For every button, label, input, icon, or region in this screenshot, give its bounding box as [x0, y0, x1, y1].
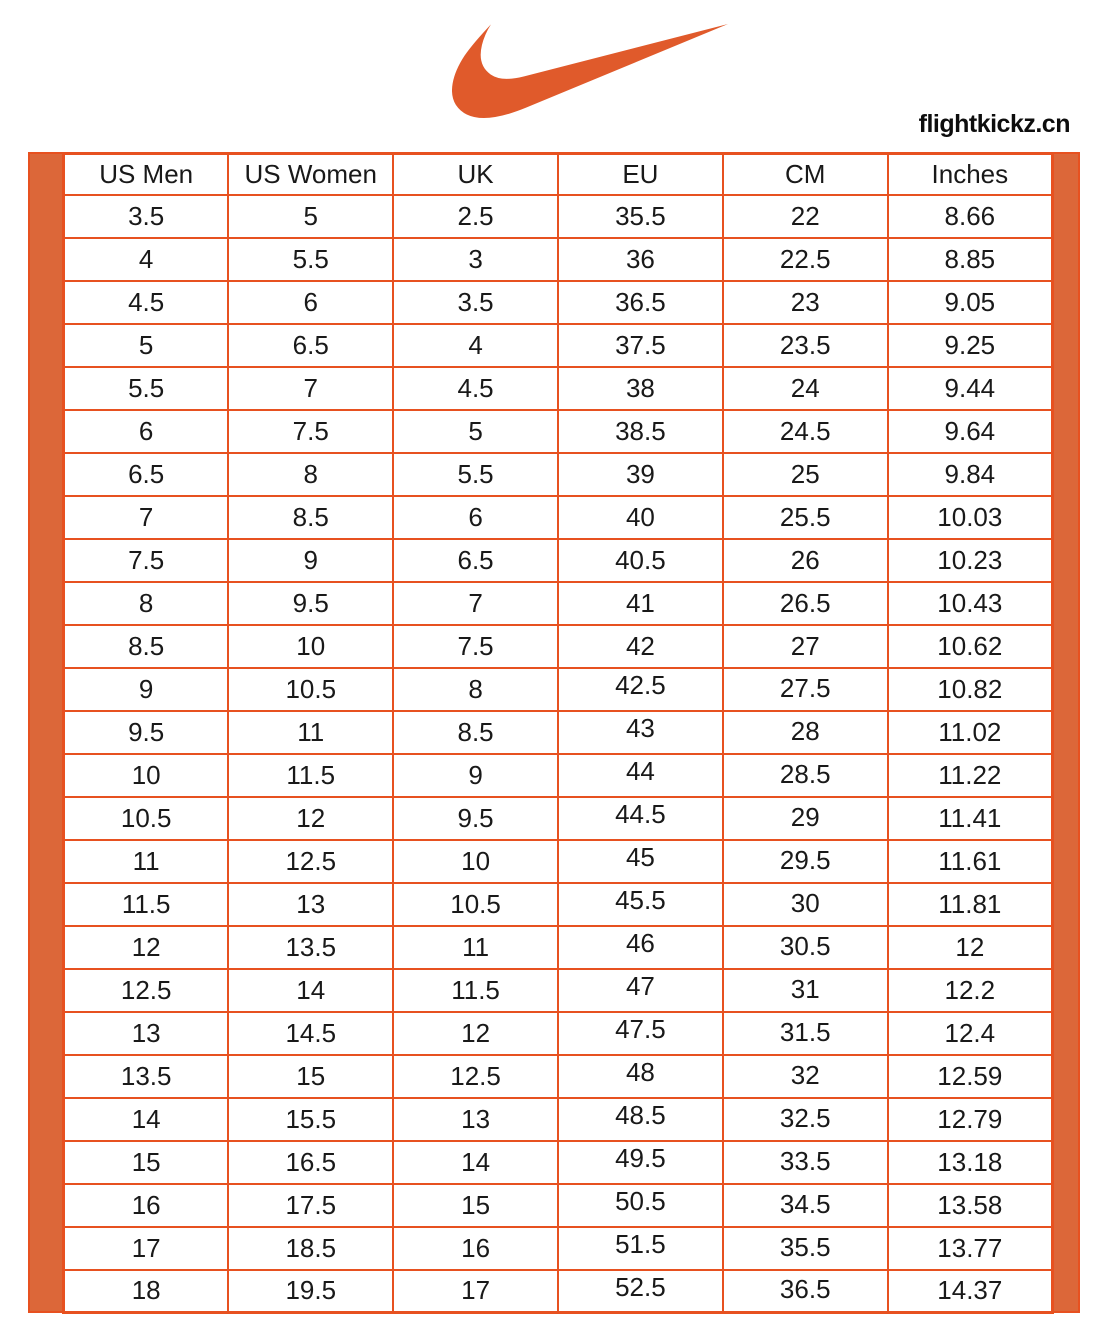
table-cell: 28.5	[723, 754, 888, 797]
table-row	[64, 582, 1053, 625]
table-cell: 10.62	[888, 625, 1053, 668]
column-header-us-women: US Women	[228, 154, 393, 195]
table-cell: 12	[228, 797, 393, 840]
column-header-inches: Inches	[888, 154, 1053, 195]
table-cell: 11.61	[888, 840, 1053, 883]
table-cell: 26.5	[723, 582, 888, 625]
table-row	[64, 926, 1053, 969]
table-row	[64, 1184, 1053, 1227]
table-cell: 48.5	[558, 1098, 723, 1141]
table-cell: 38	[558, 367, 723, 410]
table-cell: 13.5	[64, 1055, 229, 1098]
table-cell: 45	[558, 840, 723, 883]
table-cell: 4.5	[64, 281, 229, 324]
table-cell: 13.18	[888, 1141, 1053, 1184]
right-accent-bar	[1054, 152, 1080, 1313]
table-cell: 45.5	[558, 883, 723, 926]
table-cell: 12.4	[888, 1012, 1053, 1055]
table-cell: 25	[723, 453, 888, 496]
table-cell: 14	[393, 1141, 558, 1184]
table-cell: 34.5	[723, 1184, 888, 1227]
table-cell: 16	[393, 1227, 558, 1270]
table-cell: 49.5	[558, 1141, 723, 1184]
left-accent-bar	[28, 152, 62, 1313]
table-cell: 48	[558, 1055, 723, 1098]
table-cell: 9.64	[888, 410, 1053, 453]
table-cell: 8	[393, 668, 558, 711]
table-cell: 17.5	[228, 1184, 393, 1227]
table-cell: 30.5	[723, 926, 888, 969]
table-cell: 14.37	[888, 1270, 1053, 1313]
table-cell: 11.22	[888, 754, 1053, 797]
table-cell: 11.02	[888, 711, 1053, 754]
table-cell: 10.03	[888, 496, 1053, 539]
table-cell: 5.5	[393, 453, 558, 496]
table-cell: 52.5	[558, 1270, 723, 1313]
table-row	[64, 1270, 1053, 1313]
table-cell: 22.5	[723, 238, 888, 281]
table-cell: 44.5	[558, 797, 723, 840]
table-body	[64, 195, 1053, 1313]
table-cell: 36.5	[558, 281, 723, 324]
table-cell: 10	[393, 840, 558, 883]
table-cell: 51.5	[558, 1227, 723, 1270]
table-cell: 9.25	[888, 324, 1053, 367]
table-cell: 47.5	[558, 1012, 723, 1055]
table-cell: 33.5	[723, 1141, 888, 1184]
table-cell: 13	[393, 1098, 558, 1141]
table-cell: 2.5	[393, 195, 558, 238]
column-header-eu: EU	[558, 154, 723, 195]
table-row	[64, 367, 1053, 410]
table-cell: 11.5	[64, 883, 229, 926]
column-header-uk: UK	[393, 154, 558, 195]
table-cell: 32.5	[723, 1098, 888, 1141]
table-cell: 3.5	[393, 281, 558, 324]
table-row	[64, 840, 1053, 883]
table-cell: 27	[723, 625, 888, 668]
table-row	[64, 410, 1053, 453]
header-row	[64, 154, 1053, 195]
table-row	[64, 969, 1053, 1012]
table-cell: 10.5	[393, 883, 558, 926]
table-cell: 12	[888, 926, 1053, 969]
table-cell: 6.5	[228, 324, 393, 367]
table-cell: 6	[393, 496, 558, 539]
table-cell: 11.81	[888, 883, 1053, 926]
table-cell: 11	[228, 711, 393, 754]
table-cell: 29	[723, 797, 888, 840]
table-row	[64, 238, 1053, 281]
table-cell: 6.5	[393, 539, 558, 582]
table-cell: 29.5	[723, 840, 888, 883]
table-cell: 9.5	[393, 797, 558, 840]
table-row	[64, 496, 1053, 539]
table-cell: 46	[558, 926, 723, 969]
table-cell: 9.44	[888, 367, 1053, 410]
table-row	[64, 453, 1053, 496]
table-cell: 17	[64, 1227, 229, 1270]
table-row	[64, 324, 1053, 367]
table-cell: 40.5	[558, 539, 723, 582]
table-row	[64, 1055, 1053, 1098]
table-cell: 8.66	[888, 195, 1053, 238]
table-cell: 11.41	[888, 797, 1053, 840]
table-cell: 8	[228, 453, 393, 496]
table-cell: 10.23	[888, 539, 1053, 582]
nike-swoosh-icon	[452, 24, 728, 118]
table-cell: 6	[64, 410, 229, 453]
table-cell: 12	[393, 1012, 558, 1055]
table-cell: 8.5	[393, 711, 558, 754]
table-cell: 47	[558, 969, 723, 1012]
table-header	[64, 154, 1053, 195]
table-cell: 23	[723, 281, 888, 324]
table-cell: 4.5	[393, 367, 558, 410]
table-cell: 15	[393, 1184, 558, 1227]
table-cell: 15	[228, 1055, 393, 1098]
table-cell: 12	[64, 926, 229, 969]
table-cell: 7	[393, 582, 558, 625]
table-cell: 5	[228, 195, 393, 238]
table-row	[64, 1098, 1053, 1141]
table-cell: 13.58	[888, 1184, 1053, 1227]
table-row	[64, 668, 1053, 711]
size-conversion-chart	[28, 152, 1082, 1313]
table-cell: 8.5	[64, 625, 229, 668]
table-cell: 12.79	[888, 1098, 1053, 1141]
table-cell: 18	[64, 1270, 229, 1313]
table-cell: 22	[723, 195, 888, 238]
table-cell: 44	[558, 754, 723, 797]
table-cell: 39	[558, 453, 723, 496]
table-cell: 13.5	[228, 926, 393, 969]
table-cell: 40	[558, 496, 723, 539]
table-cell: 7.5	[393, 625, 558, 668]
table-cell: 7.5	[64, 539, 229, 582]
table-cell: 14.5	[228, 1012, 393, 1055]
table-cell: 50.5	[558, 1184, 723, 1227]
table-row	[64, 539, 1053, 582]
table-cell: 7	[64, 496, 229, 539]
table-cell: 9	[393, 754, 558, 797]
table-cell: 10.43	[888, 582, 1053, 625]
table-cell: 38.5	[558, 410, 723, 453]
table-cell: 5.5	[228, 238, 393, 281]
table-cell: 9.05	[888, 281, 1053, 324]
table-cell: 35.5	[723, 1227, 888, 1270]
table-cell: 14	[228, 969, 393, 1012]
table-cell: 9.5	[228, 582, 393, 625]
table-cell: 14	[64, 1098, 229, 1141]
table-cell: 23.5	[723, 324, 888, 367]
table-cell: 5	[64, 324, 229, 367]
table-cell: 15.5	[228, 1098, 393, 1141]
table-cell: 12.5	[393, 1055, 558, 1098]
table-cell: 13	[228, 883, 393, 926]
table-row	[64, 797, 1053, 840]
table-row	[64, 754, 1053, 797]
table-row	[64, 1141, 1053, 1184]
table-cell: 12.5	[228, 840, 393, 883]
table-cell: 25.5	[723, 496, 888, 539]
table-cell: 5.5	[64, 367, 229, 410]
table-row	[64, 1012, 1053, 1055]
table-cell: 42.5	[558, 668, 723, 711]
table-cell: 12.2	[888, 969, 1053, 1012]
table-cell: 6.5	[64, 453, 229, 496]
table-cell: 37.5	[558, 324, 723, 367]
watermark-text: flightkickz.cn	[918, 110, 1070, 138]
table-cell: 16	[64, 1184, 229, 1227]
table-cell: 18.5	[228, 1227, 393, 1270]
table-cell: 13	[64, 1012, 229, 1055]
table-row	[64, 883, 1053, 926]
table-cell: 5	[393, 410, 558, 453]
table-cell: 4	[64, 238, 229, 281]
table-cell: 9.5	[64, 711, 229, 754]
table-cell: 7	[228, 367, 393, 410]
table-row	[64, 281, 1053, 324]
table-cell: 43	[558, 711, 723, 754]
table-cell: 11	[393, 926, 558, 969]
table-cell: 11.5	[393, 969, 558, 1012]
table-cell: 35.5	[558, 195, 723, 238]
table-cell: 9	[64, 668, 229, 711]
table-cell: 30	[723, 883, 888, 926]
table-cell: 8.5	[228, 496, 393, 539]
table-cell: 11.5	[228, 754, 393, 797]
column-header-cm: CM	[723, 154, 888, 195]
table-cell: 41	[558, 582, 723, 625]
table-row	[64, 711, 1053, 754]
table-cell: 10.5	[228, 668, 393, 711]
table-cell: 12.5	[64, 969, 229, 1012]
table-row	[64, 1227, 1053, 1270]
table-cell: 7.5	[228, 410, 393, 453]
table-row	[64, 625, 1053, 668]
table-cell: 6	[228, 281, 393, 324]
table-cell: 36	[558, 238, 723, 281]
table-cell: 8	[64, 582, 229, 625]
table-cell: 8.85	[888, 238, 1053, 281]
table-cell: 9.84	[888, 453, 1053, 496]
column-header-us-men: US Men	[64, 154, 229, 195]
table-cell: 17	[393, 1270, 558, 1313]
size-conversion-table	[62, 152, 1054, 1314]
table-cell: 24	[723, 367, 888, 410]
masthead	[0, 0, 1100, 152]
table-cell: 27.5	[723, 668, 888, 711]
table-cell: 10	[64, 754, 229, 797]
table-cell: 13.77	[888, 1227, 1053, 1270]
table-row	[64, 195, 1053, 238]
table-cell: 31.5	[723, 1012, 888, 1055]
table-cell: 28	[723, 711, 888, 754]
table-cell: 36.5	[723, 1270, 888, 1313]
table-cell: 10	[228, 625, 393, 668]
table-cell: 26	[723, 539, 888, 582]
table-cell: 15	[64, 1141, 229, 1184]
table-cell: 9	[228, 539, 393, 582]
table-cell: 11	[64, 840, 229, 883]
table-cell: 24.5	[723, 410, 888, 453]
table-cell: 42	[558, 625, 723, 668]
table-cell: 12.59	[888, 1055, 1053, 1098]
table-cell: 10.5	[64, 797, 229, 840]
table-cell: 31	[723, 969, 888, 1012]
table-cell: 4	[393, 324, 558, 367]
table-cell: 3.5	[64, 195, 229, 238]
table-cell: 19.5	[228, 1270, 393, 1313]
table-cell: 16.5	[228, 1141, 393, 1184]
table-cell: 3	[393, 238, 558, 281]
table-cell: 32	[723, 1055, 888, 1098]
table-cell: 10.82	[888, 668, 1053, 711]
